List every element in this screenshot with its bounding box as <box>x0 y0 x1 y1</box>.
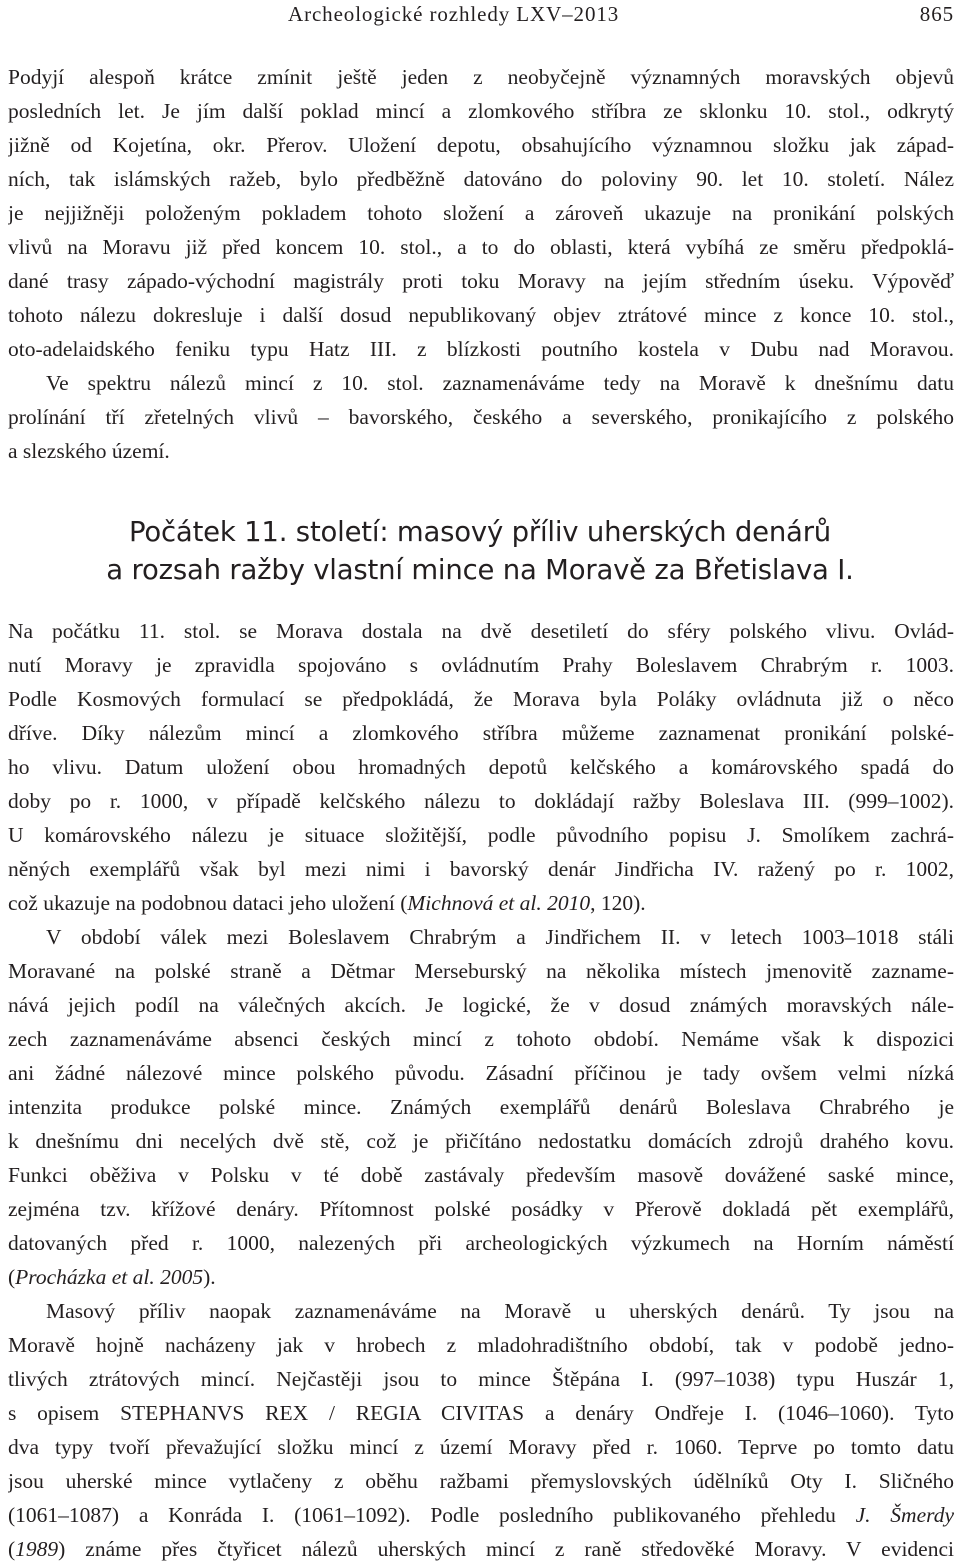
citation: 1989 <box>15 1537 59 1561</box>
text-line: je nejjižněji položeným pokladem tohoto složení a zároveň ukazuje na pronikání polských <box>8 201 954 225</box>
section-heading-line-2: a rozsah ražby vlastní mince na Moravě za Břetislava I. <box>106 554 854 586</box>
text-line: nutí Moravy je zpravidla spojováno s ovládnutím Prahy Boleslavem Chrabrým r. 1003. <box>8 653 954 677</box>
text-line: dva typy tvoří převažující složku mincí z území Moravy před r. 1060. Teprve po tomto datu <box>8 1435 954 1459</box>
text-line: V období válek mezi Boleslavem Chrabrým a Jindřichem II. v letech 1003–1018 stáli <box>46 925 954 949</box>
text-line: oto-adelaidského feniku typu Hatz III. z blízkosti poutního kostela v Dubu nad Moravou. <box>8 337 954 361</box>
text-line: jižně od Kojetína, okr. Přerov. Uložení depotu, obsahujícího významnou složku jak západ- <box>8 133 954 157</box>
text-line: ani žádné nálezové mince polského původu. Zásadní příčinou je tady ovšem velmi nízká <box>8 1061 954 1085</box>
journal-title: Archeologické rozhledy LXV–2013 <box>288 2 620 26</box>
text-line: dané trasy západo-východní magistrály proti toku Moravy na jejím středním úseku. Výpověď <box>8 269 954 293</box>
text-line: zech zaznamenáváme absenci českých mincí z tohoto období. Nemáme však k dispozici <box>8 1027 954 1051</box>
text-line: Moravané na polské straně a Dětmar Merseburský na několika místech jmenovitě zazname- <box>8 959 954 983</box>
text-line: (1061–1087) a Konráda I. (1061–1092). Podle posledního publikovaného přehledu J. Šmerdy <box>8 1503 954 1527</box>
text-line: U komárovského nálezu je situace složitější, podle původního popisu J. Smolíkem zachrá- <box>8 823 954 847</box>
text-line: zejména tzv. křížové denáry. Přítomnost polské posádky v Přerově dokladá pět exemplářů, <box>8 1197 954 1221</box>
citation: J. Šmerdy <box>855 1503 954 1527</box>
text-line: Moravě hojně nacházeny jak v hrobech z mladohradištního období, tak v podobě jedno- <box>8 1333 954 1357</box>
text-line: Podyjí alespoň krátce zmínit ještě jeden z neobyčejně významných moravských objevů <box>8 65 954 89</box>
section-heading <box>0 513 960 589</box>
text-line: (1989) známe přes čtyřicet nálezů uherských mincí z raně středověké Moravy. V evidenci <box>8 1537 954 1561</box>
text-line: vlivů na Moravu již před koncem 10. stol., a to do oblasti, která vybíhá ze směru předpoklá- <box>8 235 954 259</box>
text-line: posledních let. Je jím další poklad mincí a zlomkového stříbra ze sklonku 10. stol., odkrytý <box>8 99 954 123</box>
body-text <box>8 614 954 1566</box>
text-line: nává jejich podíl na válečných akcích. Je logické, že v dosud známých moravských nále- <box>8 993 954 1017</box>
text-line: ních, tak islámských ražeb, bylo předběžně datováno do poloviny 90. let 10. století. Nález <box>8 167 954 191</box>
text-line: dříve. Díky nálezům mincí a zlomkového stříbra můžeme zaznamenat pronikání polské- <box>8 721 954 745</box>
text-line: Na počátku 11. stol. se Morava dostala na dvě desetiletí do sféry polského vlivu. Ovlád- <box>8 619 954 643</box>
text-line: intenzita produkce polské mince. Známých exemplářů denárů Boleslava Chrabrého je <box>8 1095 954 1119</box>
text-line: jsou uherské mince vytlačeny z oběhu ražbami přemyslovských údělníků Oty I. Sličného <box>8 1469 954 1493</box>
text-line: s opisem STEPHANVS REX / REGIA CIVITAS a denáry Ondřeje I. (1046–1060). Tyto <box>8 1401 954 1425</box>
paragraph-1 <box>8 60 954 468</box>
citation: Michnová et al. 2010 <box>407 891 591 915</box>
running-head <box>0 0 960 30</box>
text-line: tlivých ztrátových mincí. Nejčastěji jsou to mince Štěpána I. (997–1038) typu Huszár 1, <box>8 1367 954 1391</box>
text-line: Masový příliv naopak zaznamenáváme na Moravě u uherských denárů. Ty jsou na <box>46 1299 954 1323</box>
text-line: doby po r. 1000, v případě kelčského nálezu to dokládají ražby Boleslava III. (999–1002). <box>8 789 954 813</box>
text-line: (Procházka et al. 2005). <box>8 1265 216 1289</box>
text-line: datovaných před r. 1000, nalezených při archeologických výzkumech na Horním náměstí <box>8 1231 954 1255</box>
text-line: Ve spektru nálezů mincí z 10. stol. zaznamenáváme tedy na Moravě k dnešnímu datu <box>46 371 954 395</box>
text-line: prolínání tří zřetelných vlivů – bavorského, českého a severského, pronikajícího z polského <box>8 405 954 429</box>
text-line: Podle Kosmových formulací se předpokládá, že Morava byla Poláky ovládnuta již o něco <box>8 687 954 711</box>
text-line: což ukazuje na podobnou dataci jeho uložení (Michnová et al. 2010, 120). <box>8 891 646 915</box>
text-line: a slezského území. <box>8 439 170 463</box>
page-number: 865 <box>919 2 954 26</box>
text-line: k dnešnímu dni necelých dvě stě, což je přičítáno nedostatku domácích zdrojů drahého kovu. <box>8 1129 954 1153</box>
citation: Procházka et al. 2005 <box>15 1265 204 1289</box>
section-heading-line-1: Počátek 11. století: masový příliv uherských denárů <box>128 516 832 548</box>
text-line: ho vlivu. Datum uložení obou hromadných depotů kelčského a komárovského spadá do <box>8 755 954 779</box>
text-line: tohoto nálezu dokresluje i další dosud nepublikovaný objev ztrátové mince z konce 10. stol., <box>8 303 954 327</box>
text-line: něných exemplářů však byl mezi nimi i bavorský denár Jindřicha IV. ražený po r. 1002, <box>8 857 954 881</box>
text-line: Funkci oběživa v Polsku v té době zastávaly především masově dovážené saské mince, <box>8 1163 954 1187</box>
